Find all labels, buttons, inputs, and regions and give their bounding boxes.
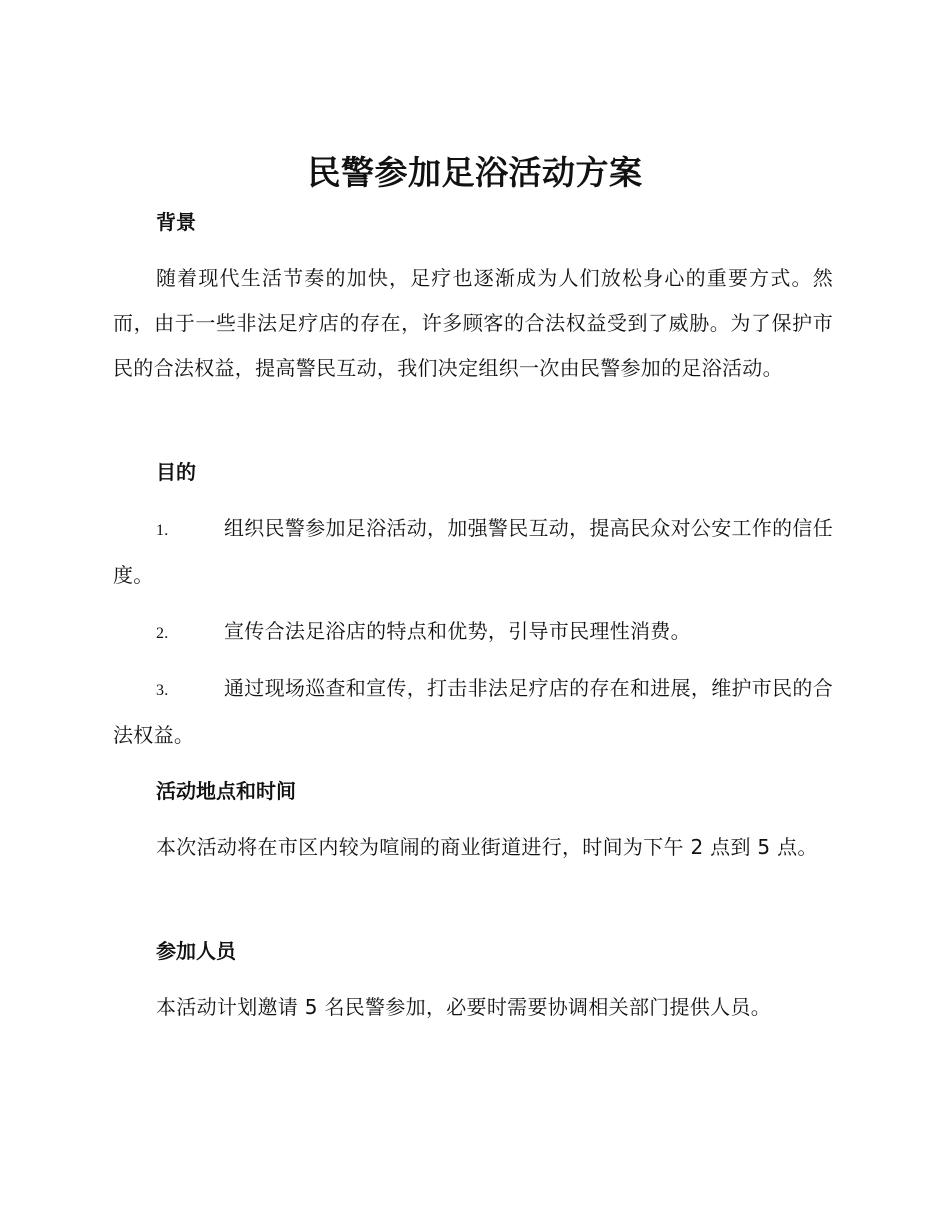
purpose-item-1 bbox=[113, 506, 833, 598]
purpose-item-2 bbox=[113, 609, 833, 656]
location-time-paragraph: 本次活动将在市区内较为喧闹的商业街道进行，时间为下午 2 点到 5 点。 bbox=[156, 835, 818, 859]
list-item-text: 组织民警参加足浴活动，加强警民互动，提高民众对公安工作的信任度。 bbox=[113, 516, 833, 587]
background-paragraph: 随着现代生活节奏的加快，足疗也逐渐成为人们放松身心的重要方式。然而，由于一些非法足疗店的存在，许多顾客的合法权益受到了威胁。为了保护市民的合法权益，提高警民互动，我们决定组织一次由民警参加的足浴活动。 bbox=[113, 266, 833, 380]
section-heading-purpose: 目的 bbox=[156, 460, 196, 484]
purpose-item-3 bbox=[113, 666, 833, 758]
section-heading-location-time: 活动地点和时间 bbox=[156, 779, 296, 803]
participants-paragraph: 本活动计划邀请 5 名民警参加，必要时需要协调相关部门提供人员。 bbox=[156, 995, 772, 1019]
section-heading-participants: 参加人员 bbox=[156, 939, 236, 963]
list-item-text: 通过现场巡查和宣传，打击非法足疗店的存在和进展，维护市民的合法权益。 bbox=[113, 676, 833, 747]
list-number: 1. bbox=[156, 522, 169, 539]
section-heading-background: 背景 bbox=[156, 210, 196, 234]
list-number: 2. bbox=[156, 625, 169, 642]
list-item-text: 宣传合法足浴店的特点和优势，引导市民理性消费。 bbox=[224, 619, 691, 643]
list-number: 3. bbox=[156, 682, 169, 699]
document-title: 民警参加足浴活动方案 bbox=[307, 153, 643, 192]
